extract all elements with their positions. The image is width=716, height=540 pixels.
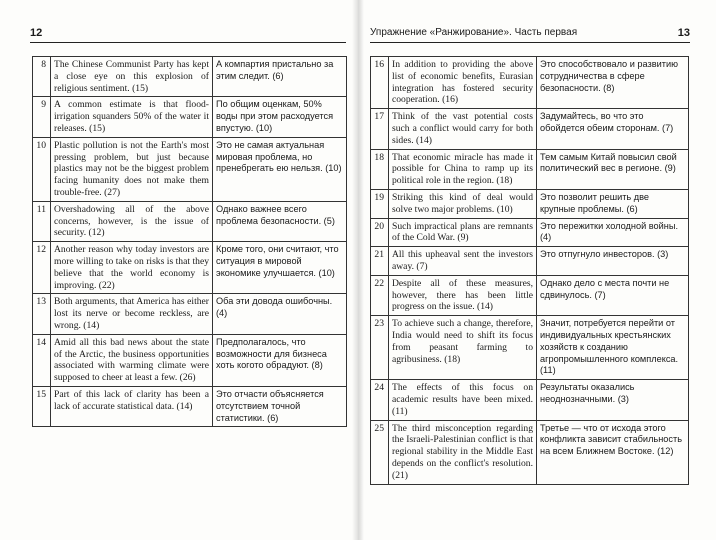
- english-sentence: Plastic pollution is not the Earth's most pressing problem, but just because plastics may not be the biggest problem facing humanity does not make them trouble-free. (27): [51, 137, 213, 201]
- russian-translation: Однако дело с места почти не сдвинулось. (7): [537, 275, 689, 315]
- row-number: 17: [371, 109, 389, 149]
- russian-translation: Значит, потребуется перейти от индивидуальных крестьянских хозяйств к созданию агропромышленного комплекса. (11): [537, 316, 689, 380]
- english-sentence: A common estimate is that flood-irrigation squanders 50% of the water it releases. (15): [51, 97, 213, 137]
- row-number: 8: [33, 57, 51, 97]
- row-number: 13: [33, 294, 51, 334]
- table-row: [33, 97, 347, 137]
- russian-translation: Оба эти довода ошибочны. (4): [213, 294, 347, 334]
- right-page: [358, 0, 716, 540]
- row-number: 22: [371, 275, 389, 315]
- left-page-number: 12: [30, 27, 43, 39]
- russian-translation: Однако важнее всего проблема безопасности. (5): [213, 201, 347, 241]
- english-sentence: The third misconception regarding the Israeli-Palestinian conflict is that regional stability in the Middle East depends on the conflict's resolution. (21): [389, 420, 537, 484]
- english-sentence: Both arguments, that America has either lost its nerve or become reckless, are wrong. (14): [51, 294, 213, 334]
- table-row: [371, 420, 689, 484]
- table-row: [33, 242, 347, 294]
- table-row: [371, 57, 689, 109]
- row-number: 18: [371, 149, 389, 189]
- russian-translation: Это пережитки холодной войны. (4): [537, 218, 689, 247]
- english-sentence: That economic miracle has made it possible for China to ramp up its political role in the region. (18): [389, 149, 537, 189]
- russian-translation: Тем самым Китай повысил свой политический вес в регионе. (9): [537, 149, 689, 189]
- right-page-number: 13: [677, 27, 690, 39]
- russian-translation: Предполагалось, что возможности для бизнеса хоть когото обрадуют. (8): [213, 334, 347, 386]
- table-row: [371, 149, 689, 189]
- right-translation-table: [370, 56, 689, 485]
- table-row: [371, 316, 689, 380]
- english-sentence: Another reason why today investors are more willing to take on risks is that they believe that the world economy is improving. (22): [51, 242, 213, 294]
- row-number: 10: [33, 137, 51, 201]
- russian-translation: Это отчасти объясняется отсутствием точной статистики. (6): [213, 386, 347, 426]
- row-number: 9: [33, 97, 51, 137]
- table-row: [33, 334, 347, 386]
- english-sentence: Striking this kind of deal would solve two major problems. (10): [389, 189, 537, 218]
- table-row: [371, 275, 689, 315]
- left-translation-table: [32, 56, 347, 427]
- english-sentence: Despite all of these measures, however, there has been little progress on the issue. (14): [389, 275, 537, 315]
- table-row: [33, 386, 347, 426]
- russian-translation: Кроме того, они считают, что ситуация в мировой экономике улучшается. (10): [213, 242, 347, 294]
- russian-translation: Задумайтесь, во что это обойдется обеим сторонам. (7): [537, 109, 689, 149]
- table-row: [371, 109, 689, 149]
- russian-translation: Результаты оказались неоднозначными. (3): [537, 380, 689, 420]
- english-sentence: The Chinese Communist Party has kept a close eye on this explosion of religious sentiment. (15): [51, 57, 213, 97]
- table-row: [371, 247, 689, 276]
- left-header-rule: [30, 42, 346, 43]
- english-sentence: The effects of this focus on academic results have been mixed. (11): [389, 380, 537, 420]
- row-number: 20: [371, 218, 389, 247]
- table-row: [33, 137, 347, 201]
- table-row: [33, 294, 347, 334]
- table-row: [371, 218, 689, 247]
- row-number: 25: [371, 420, 389, 484]
- english-sentence: Amid all this bad news about the state of the Arctic, the business opportunities associated with warming climate were supposed to cheer at least a few. (26): [51, 334, 213, 386]
- russian-translation: Это отпугнуло инвесторов. (3): [537, 247, 689, 276]
- table-row: [33, 57, 347, 97]
- english-sentence: Overshadowing all of the above concerns, however, is the issue of security. (12): [51, 201, 213, 241]
- russian-translation: Третье — что от исхода этого конфликта зависит стабильность на всем Ближнем Востоке. (12): [537, 420, 689, 484]
- english-sentence: To achieve such a change, therefore, India would need to shift its focus from peasant farming to agribusiness. (18): [389, 316, 537, 380]
- english-sentence: In addition to providing the above list of economic benefits, Eurasian integration has fostered security cooperation. (16): [389, 57, 537, 109]
- right-header-rule: [370, 42, 690, 43]
- russian-translation: По общим оценкам, 50% воды при этом расходуется впустую. (10): [213, 97, 347, 137]
- table-row: [371, 189, 689, 218]
- russian-translation: Это не самая актуальная мировая проблема, но пренебрегать ею нельзя. (10): [213, 137, 347, 201]
- english-sentence: All this upheaval sent the investors away. (7): [389, 247, 537, 276]
- english-sentence: Such impractical plans are remnants of the Cold War. (9): [389, 218, 537, 247]
- russian-translation: Это позволит решить две крупные проблемы. (6): [537, 189, 689, 218]
- row-number: 19: [371, 189, 389, 218]
- english-sentence: Part of this lack of clarity has been a lack of accurate statistical data. (14): [51, 386, 213, 426]
- row-number: 16: [371, 57, 389, 109]
- table-row: [33, 201, 347, 241]
- row-number: 24: [371, 380, 389, 420]
- table-row: [371, 380, 689, 420]
- row-number: 21: [371, 247, 389, 276]
- row-number: 11: [33, 201, 51, 241]
- row-number: 23: [371, 316, 389, 380]
- right-page-header-title: Упражнение «Ранжирование». Часть первая: [370, 27, 578, 38]
- russian-translation: А компартия пристально за этим следит. (6): [213, 57, 347, 97]
- row-number: 14: [33, 334, 51, 386]
- english-sentence: Think of the vast potential costs such a conflict would carry for both sides. (14): [389, 109, 537, 149]
- row-number: 12: [33, 242, 51, 294]
- russian-translation: Это способствовало и развитию сотрудничества в сфере безопасности. (8): [537, 57, 689, 109]
- row-number: 15: [33, 386, 51, 426]
